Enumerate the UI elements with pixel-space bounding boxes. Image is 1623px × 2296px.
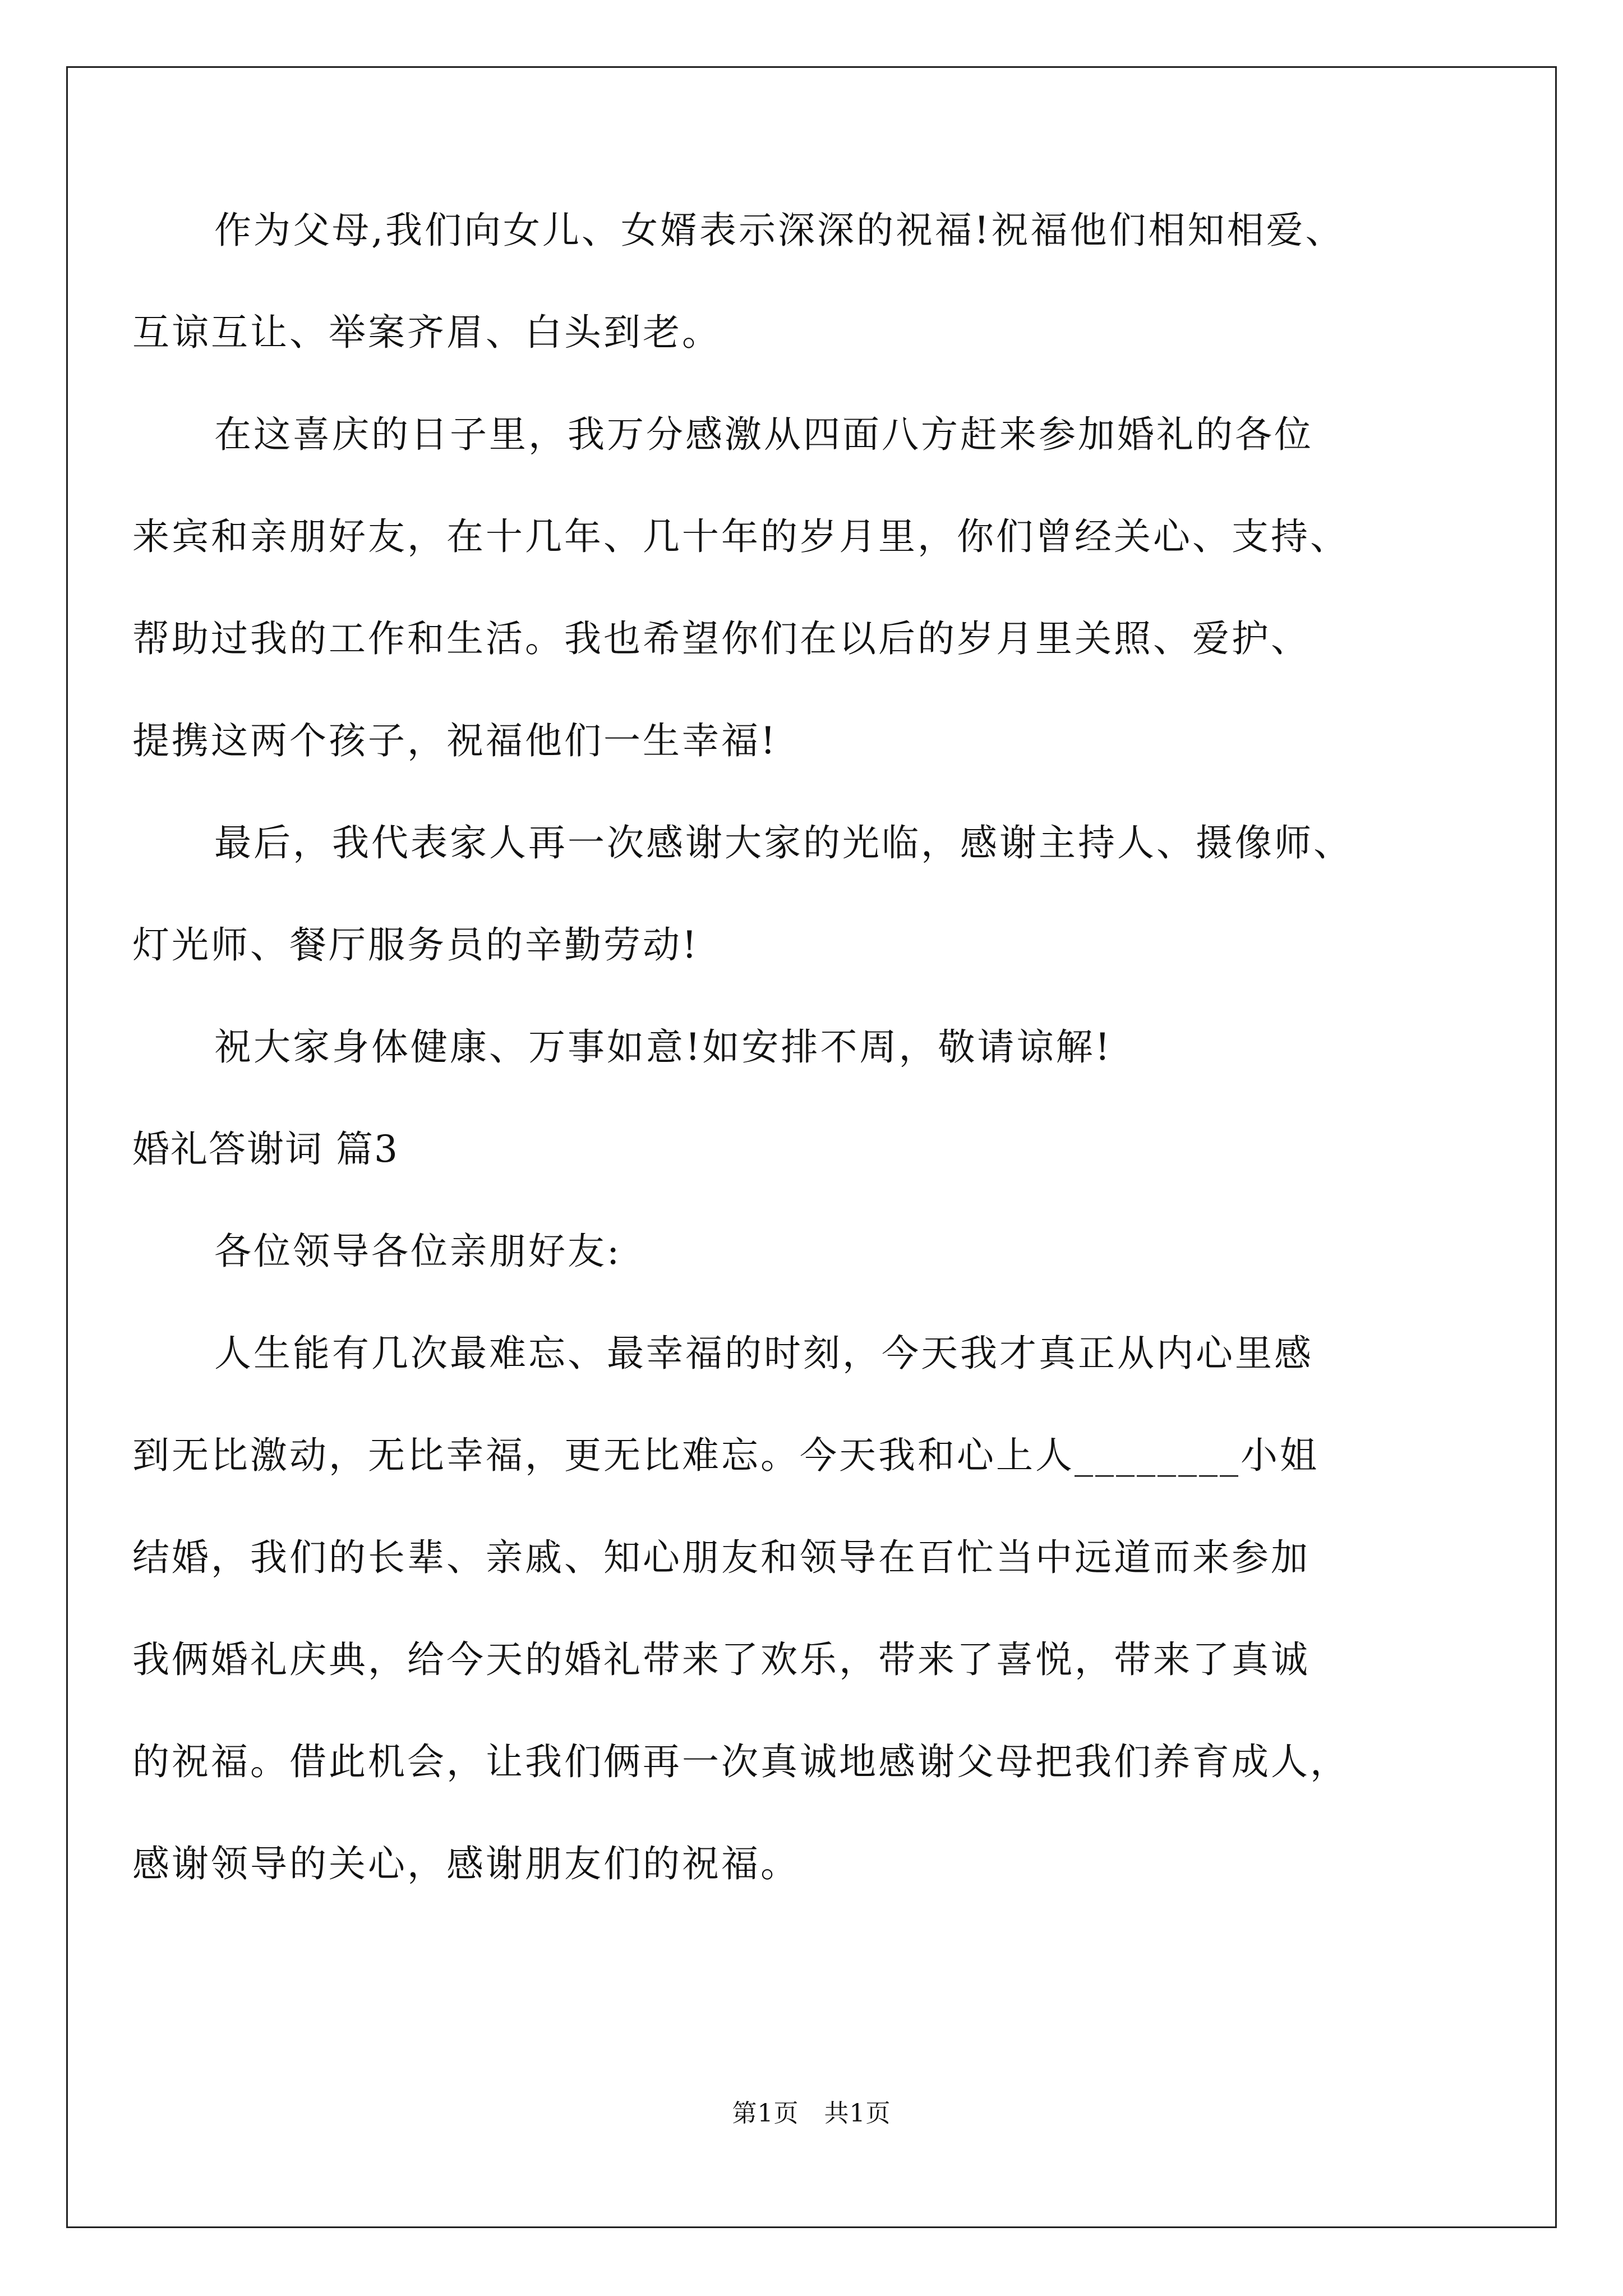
paragraph-2-line-2: 来宾和亲朋好友，在十几年、几十年的岁月里，你们曾经关心、支持、	[132, 515, 1349, 558]
paragraph-2-line-1: 在这喜庆的日子里，我万分感激从四面八方赶来参加婚礼的各位	[214, 413, 1313, 456]
document-body	[132, 180, 1490, 1915]
section-heading: 婚礼答谢词 篇3	[132, 1128, 399, 1171]
paragraph-3-line-2: 灯光师、餐厅服务员的辛勤劳动!	[132, 923, 699, 967]
section-paragraph-2-line-4: 我俩婚礼庆典，给今天的婚礼带来了欢乐，带来了喜悦，带来了真诚	[132, 1638, 1310, 1681]
paragraph-1-line-1: 作为父母,我们向女儿、女婿表示深深的祝福!祝福他们相知相爱、	[214, 209, 1345, 252]
section-paragraph-2-line-5: 的祝福。借此机会，让我们俩再一次真诚地感谢父母把我们养育成人，	[132, 1740, 1349, 1783]
paragraph-2-line-3: 帮助过我的工作和生活。我也希望你们在以后的岁月里关照、爱护、	[132, 617, 1310, 660]
section-paragraph-2-line-6: 感谢领导的关心，感谢朋友们的祝福。	[132, 1842, 800, 1885]
section-paragraph-2-line-1: 人生能有几次最难忘、最幸福的时刻，今天我才真正从内心里感	[214, 1332, 1313, 1375]
paragraph-2-line-4: 提携这两个孩子，祝福他们一生幸福!	[132, 719, 778, 762]
section-paragraph-2-line-3: 结婚，我们的长辈、亲戚、知心朋友和领导在百忙当中远道而来参加	[132, 1536, 1310, 1579]
paragraph-4-line-1: 祝大家身体健康、万事如意!如安排不周，敬请谅解!	[214, 1025, 1113, 1069]
paragraph-3-line-1: 最后，我代表家人再一次感谢大家的光临，感谢主持人、摄像师、	[214, 821, 1353, 864]
section-paragraph-1-line-1: 各位领导各位亲朋好友:	[214, 1230, 622, 1273]
paragraph-1-line-2: 互谅互让、举案齐眉、白头到老。	[132, 311, 721, 354]
page-number-footer: 第1页 共1页	[732, 2099, 891, 2128]
section-paragraph-2-line-2: 到无比激动，无比幸福，更无比难忘。今天我和心上人________小姐	[132, 1434, 1319, 1477]
